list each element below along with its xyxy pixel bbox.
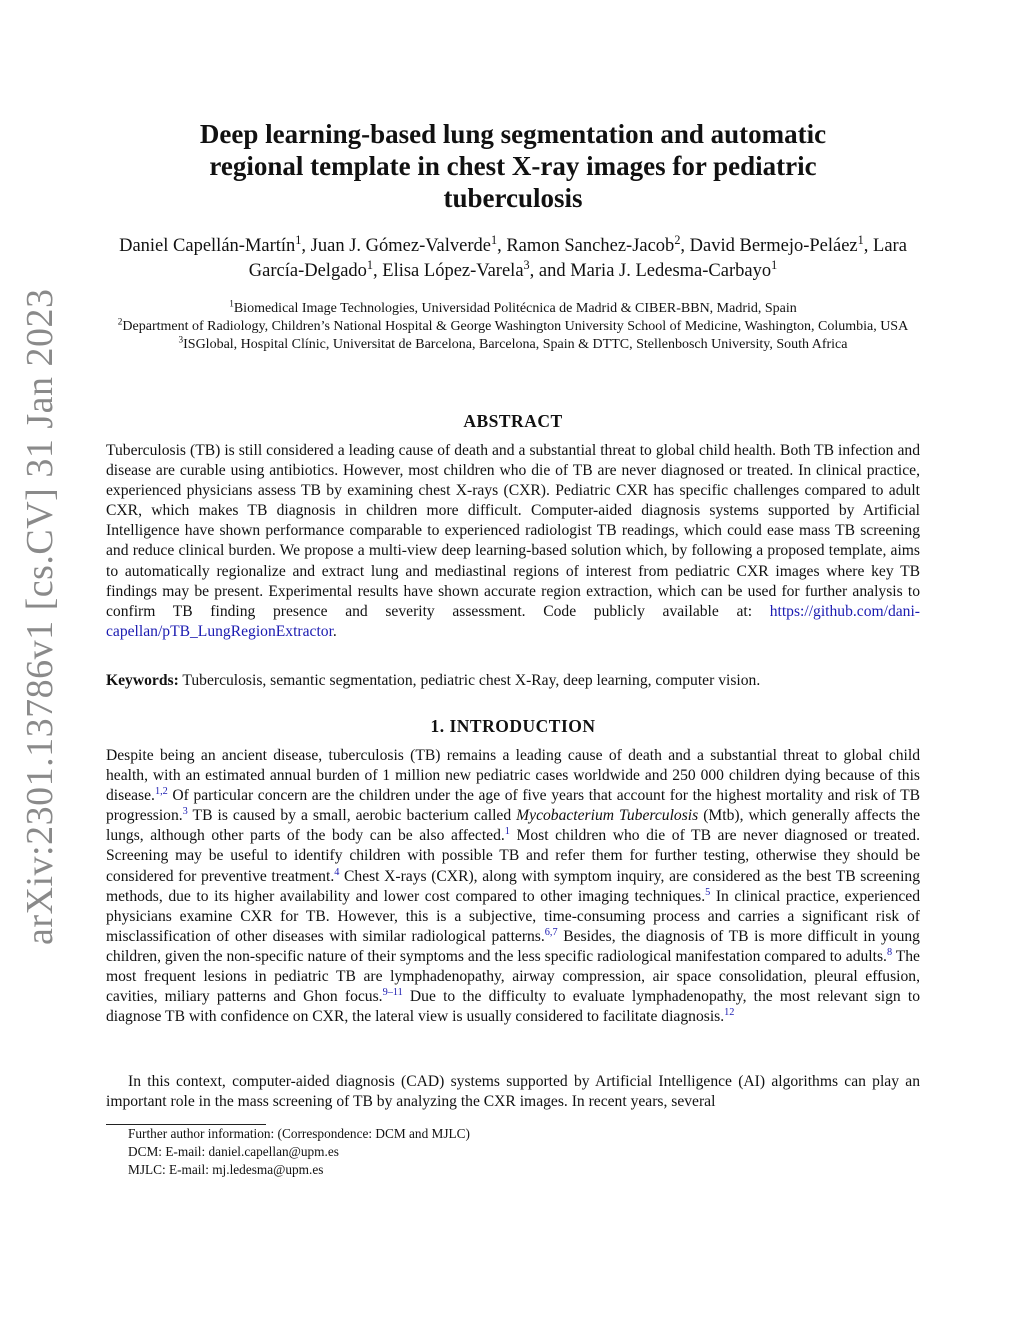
author-name: Lara García-Delgado [248, 236, 907, 281]
affiliation: $^2$Department of Radiology, Children’s National Hospital & George Washington University School of Medicine, Washington, Columbia, USA [117, 316, 909, 334]
citation[interactable]: 12 [724, 1007, 735, 1019]
introduction-paragraph-1: Despite being an ancient disease, tuberculosis (TB) remains a leading cause of death and a substantial threat to global child health, with an estimated annual burden of 1 million new pediatric cases worldwide and 250 000 children dying because of this disease.$^{1,2}$ Of particular concern are the children under the age of five years that account for the highest mortality and risk of TB progression.$^3$ TB is caused by a small, aerobic bacterium called Mycobacterium Tuberculosis (Mtb), which generally affects the lungs, although other parts of the body can be also affected.$^1$ Most children who die of TB are never diagnosed or treated. Screening may be useful to identify children with possible TB and refer them for further testing, otherwise they should be considered for preventive treatment.$^4$ Chest X-rays (CXR), along with symptom inquiry, are considered as the best TB screening methods, due to its higher availability and lower cost compared to other imaging techniques.$^5$ In clinical practice, experienced physicians examine CXR for TB. However, this is a subjective, time-consuming process and carries a significant risk of misclassification of other diseases with similar radiological patterns.$^{6,7}$ Besides, the diagnosis of TB is more difficult in young children, given the non-specific nature of their symptoms and the less specific radiological manifestation compared to adults.$^8$ The most frequent lesions in pediatric TB are lymphadenopathy, airway compression, air space consolidation, pleural effusion, cavities, miliary patterns and Ghon focus.$^{9-11}$ Due to the difficulty to evaluate lymphadenopathy, the most relevant sign to diagnose TB with confidence on CXR, the lateral view is usually considered to facilitate diagnosis.$^{12}$ [106, 747, 921, 1026]
citation[interactable]: 1,2 [154, 786, 168, 797]
paper-title [106, 118, 920, 214]
footnote: MJLC: E-mail: mj.ledesma@upm.es [128, 1162, 324, 1177]
citation[interactable]: 4 [334, 866, 340, 878]
author-name: Juan J. Gómez-Valverde [310, 236, 491, 256]
footnote: Further author information: (Correspondence: DCM and MJLC) [128, 1126, 470, 1141]
footnote: DCM: E-mail: daniel.capellan@upm.es [128, 1144, 339, 1159]
keywords: Keywords: Tuberculosis, semantic segmentation, pediatric chest X-Ray, deep learning, computer vision. [106, 672, 761, 689]
arxiv-identifier: arXiv:2301.13786v1 [cs.CV] 31 Jan 2023 [19, 288, 61, 945]
author-list: Daniel Capellán-Martín$^1$, Juan J. Gómez-Valverde$^1$, Ramon Sanchez-Jacob$^2$, David Bermejo-Peláez$^1$, Lara García-Delgado$^1$, Elisa López-Varela$^3$, and Maria J. Ledesma-Carbayo$^1$ [119, 232, 907, 281]
title-line: Deep learning-based lung segmentation and automatic [199, 119, 827, 149]
affiliation: $^3$ISGlobal, Hospital Clínic, Universitat de Barcelona, Barcelona, Spain & DTTC, Stellenbosch University, South Africa [178, 334, 848, 352]
author-name: Elisa López-Varela [382, 261, 524, 281]
introduction-paragraph-2: In this context, computer-aided diagnosis (CAD) systems supported by Artificial Intelligence (AI) algorithms can play an important role in the mass screening of TB by analyzing the CXR images. In recent years, several [106, 1073, 920, 1111]
title-line: tuberculosis [443, 183, 583, 213]
citation[interactable]: 3 [182, 806, 188, 818]
affiliations [106, 300, 920, 354]
author-name: David Bermejo-Peláez [689, 236, 858, 256]
code-repository-link[interactable]: https://github.com/dani-capellan/pTB_LungRegionExtractor [106, 602, 920, 640]
footnotes [128, 1125, 918, 1179]
keywords-label: Keywords: [106, 672, 179, 689]
author-name: Ramon Sanchez-Jacob [506, 236, 675, 256]
affiliation: $^1$Biomedical Image Technologies, Universidad Politécnica de Madrid & CIBER-BBN, Madrid, Spain [229, 298, 797, 316]
title-line: regional template in chest X-ray images for pediatric [209, 151, 817, 181]
abstract-body: Tuberculosis (TB) is still considered a leading cause of death and a substantial threat to global child health. Both TB infection and disease are curable using antibiotics. However, most children who die of TB are never diagnosed or treated. In clinical practice, experienced physicians assess TB by examining chest X-rays (CXR). Pediatric CXR has specific challenges compared to adult CXR, which makes TB diagnosis in children more difficult. Computer-aided diagnosis systems supported by Artificial Intelligence have shown performance comparable to experienced radiologist TB readings, which could ease mass TB screening and reduce clinical burden. We propose a multi-view deep learning-based solution which, by following a proposed template, aims to automatically regionalize and extract lung and mediastinal regions of interest from pediatric CXR images where key TB findings may be present. Experimental results have shown accurate region extraction, which can be used for further analysis to confirm TB finding presence and severity assessment. Code publicly available at: https://github.com/dani-capellan/pTB_LungRegionExtractor. [106, 442, 920, 640]
citation[interactable]: 8 [886, 946, 893, 958]
introduction-heading: 1. INTRODUCTION [430, 716, 596, 736]
author-name: Maria J. Ledesma-Carbayo [570, 261, 772, 281]
citation[interactable]: 5 [705, 886, 711, 898]
abstract-heading: ABSTRACT [463, 411, 563, 431]
author-name: Daniel Capellán-Martín [119, 236, 296, 256]
citation[interactable]: 1 [504, 826, 510, 838]
citation[interactable]: 6,7 [544, 926, 558, 938]
citation[interactable]: 9–11 [382, 986, 403, 998]
